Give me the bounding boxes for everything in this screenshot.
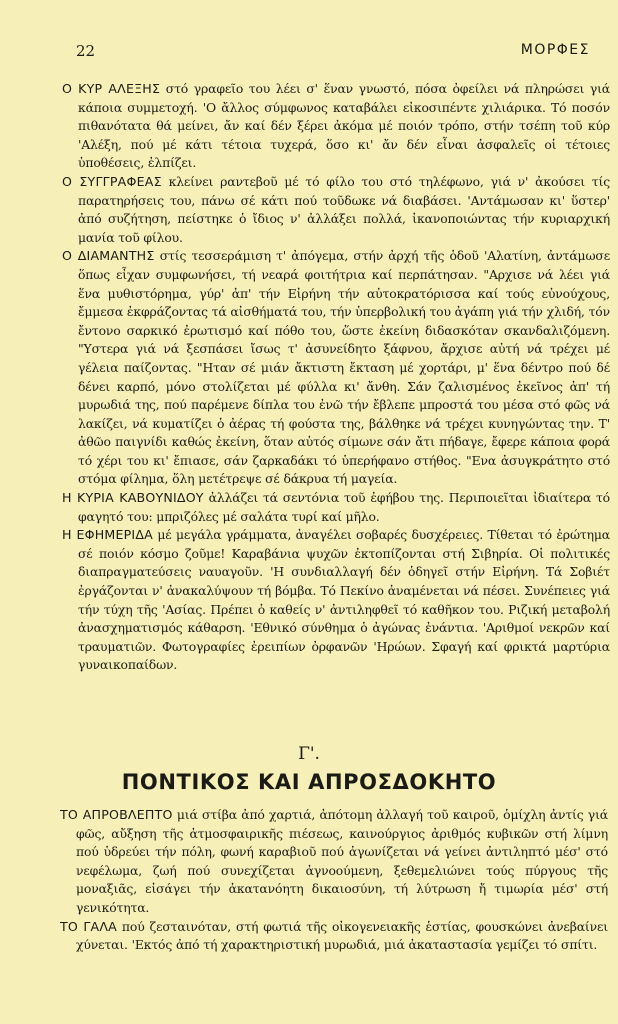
paragraph-aprovlepto <box>60 806 608 918</box>
paragraph-kyr-alexis <box>62 80 610 173</box>
paragraph-gala <box>60 918 608 955</box>
paragraph-lead: ΤΟ ΑΠΡΟΒΛΕΠΤΟ <box>60 807 173 822</box>
part-two-text <box>60 806 608 955</box>
paragraph-lead: Η ΕΦΗΜΕΡΙΔΑ <box>62 527 153 543</box>
paragraph-lead: Ο ΣΥΓΓΡΑΦΕΑΣ <box>62 173 162 189</box>
journal-title: ΜΟΡΦΕΣ <box>520 42 590 58</box>
paragraph-text: στίς τεσσεράμιση τ' ἀπόγεμα, στήν ἀρχή τῆς ὁδοῦ 'Αλατίνη, ἀντάμωσε ὅπως εἶχαν συμφωνήσει, τή νεαρά φοιτήτρια καί περπάτησαν. "Αρχισε νά λέει γιά ἕνα μυθιστόρημα, γύρ' ἀπ' τήν Εἰρήνη τήν αὐτοκρατόρισσα καί τούς εὐνούχους, ἔμμεσα ἐκφράζοντας τά αἰσθήματά του, τήν ὑπερβολική του ἀγάπη γιά τήν χλιδή, τόν ἔντονο σαρκικό ἐρωτισμό καί πόθο του, ὥστε ἐκείνη διδασκόταν σκανδαλιζόμενη. "Υστερα γιά νά ξεσπάσει ἴσως τ' ἀσυνείδητο ξάφνου, ἄρχισε αὐτή νά τρέχει μέ γέλεια παίζοντας. "Ηταν σέ μιάν ἄκτιστη ἔκταση μέ χορτάρι, μ' ἕνα δέντρο πού δέ δένει καρπό, μόνο στολίζεται μέ φύλλα κι' ἄνθη. Σάν ζαλισμένος ἐκεῖνος ἀπ' τή μυρωδιά της, πού παρέμενε δίπλα του ἐνῶ τήν ἔβλεπε μπροστά του μέσα στό φῶς νά λακίζει, νά κυματίζει ὁ ἀέρας τή φούστα της, βάλθηκε νά τρέχει κυνηγώντας την. Τ' ἀθῶο παιγνίδι καθώς ἐκείνη, ὅταν αὐτός σίμωνε σάν ἄτι πήδαγε, ἔφερε κάποια φορά τό χέρι του κι' ἔπιασε, σάν ζαρκαδάκι τό ὑπερήφανο στήθος. "Ενα ἀσυγκράτητο στό στόμα φίλημα, ὅλη μετέτρεψε σέ δάκρυα τή μαγεία. <box>78 248 610 487</box>
paragraph-syggrafeas <box>62 173 610 247</box>
page-number: 22 <box>76 42 96 60</box>
paragraph-text: μέ μεγάλα γράμματα, ἀναγέλει σοβαρές δυσχέρειες. Τίθεται τό ἐρώτημα σέ ποιόν κόσμο ζοῦμε! Καραβάνια ψυχῶν ἐκτοπίζονται στή Σιβηρία. Οἱ πολιτικές διαπραγματεύσεις ναυαγοῦν. 'Η συνδιαλλαγή δέν ὁδηγεῖ στήν Εἰρήνη. Τά Σοβιέτ ἐργάζονται ν' ἀνακαλύψουν τή βόμβα. Τό Πεκίνο ἀναμένεται νά πέσει. Συνέπειες γιά τήν τύχη τῆς 'Ασίας. Πρέπει ὁ καθείς ν' ἀντιληφθεῖ τό καθῆκον του. Ριζική μεταβολή ἀνασχηματισμός κάθαρση. 'Εθνικό σύνθημα ὁ ἀγώνας ἐνάντια. 'Αριθμοί νεκρῶν καί τραυματιῶν. Φωτογραφίες ἐρειπίων ὀρφανῶν 'Ηρώων. Σφαγή καί φρικτά μαρτύρια γυναικοπαίδων. <box>78 527 610 673</box>
section-number: Γ'. <box>298 744 320 764</box>
paragraph-text: στό γραφεῖο του λέει σ' ἕναν γνωστό, πόσα ὀφείλει νά πληρώσει γιά κάποια συμμετοχή. 'Ο ἄλλος σύμφωνος καταβάλει εἰκοσιπέντε χιλιάρικα. Τό ποσόν πιθανότατα θά μείνει, ἄν καί δέν ξέρει ἀκόμα μέ ποιόν τρόπο, στήν τσέπη τοῦ κύρ 'Αλέξη, πού μέ κάτι τέτοια τυχερά, ὅσο κι' ἄν δέν εἶναι ἀσφαλεῖς οἱ τέτοιες ὑποθέσεις, ἐλπίζει. <box>78 81 610 171</box>
paragraph-lead: Ο ΔΙΑΜΑΝΤΗΣ <box>62 248 155 264</box>
paragraph-text: ἀλλάζει τά σεντόνια τοῦ ἐφήβου της. Περιποιεῖται ἰδιαίτερα τό φαγητό του: μπριζόλες μέ σαλάτα τυρί καί μῆλο. <box>78 490 610 524</box>
paragraph-text: πού ζεσταινόταν, στή φωτιά τῆς οἰκογενειακῆς ἑστίας, φουσκώνει ἀνεβαίνει χύνεται. 'Εκτός ἀπό τή χαρακτηριστική μυρωδιά, μιά ἀκαταστασία γεμίζει τό σπίτι. <box>76 918 609 953</box>
paragraph-lead: ΤΟ ΓΑΛΑ <box>60 918 118 934</box>
paragraph-diamantis <box>62 247 610 489</box>
paragraph-lead: Η ΚΥΡΙΑ ΚΑΒΟΥΝΙΔΟΥ <box>62 490 204 506</box>
page-header <box>76 42 590 66</box>
paragraph-lead: Ο ΚΥΡ ΑΛΕΞΗΣ <box>62 81 161 96</box>
paragraph-kyria-kavounidou <box>62 489 610 526</box>
paragraph-efimerida <box>62 526 610 675</box>
section-title: ΠΟΝΤΙΚΟΣ ΚΑΙ ΑΠΡΟΣΔΟΚΗΤΟ <box>121 770 497 794</box>
part-one-text <box>62 80 610 675</box>
paragraph-text: μιά στίβα ἀπό χαρτιά, ἀπότομη ἀλλαγή τοῦ καιροῦ, ὁμίχλη ἀντίς γιά φῶς, αὔξηση τῆς ἀτμοσφαιρικῆς πιέσεως, καινούργιος ἀριθμός κυβικῶν στή λίμνη πού ὑδρεύει τήν πόλη, φωνή καραβιοῦ πού ἀγωνίζεται νά γείνει ἀντιληπτό μέσ' στό νεφέλωμα, ζωή πού συνεχίζεται ἀγνοούμενη, ξεθεμελιώνει τούς πύργους τῆς μοναξιᾶς, εἰσάγει τήν ἀκατανόητη δικαιοσύνη, τή λύτρωση ἤ τιμωρία μέσ' στή γενικότητα. <box>76 807 608 915</box>
paragraph-text: κλείνει ραντεβοῦ μέ τό φίλο του στό τηλέφωνο, γιά ν' ἀκούσει τίς παρατηρήσεις του, πάνω σέ κάτι πού τοῦδωκε νά διαβάσει. 'Αντάμωσαν κι' ὕστερ' ἀπό συζήτηση, πείστηκε ὁ ἴδιος ν' ἀλλάξει πολλά, ἱκανοποιώντας τήν κυριαρχική μανία τοῦ φίλου. <box>78 173 611 245</box>
